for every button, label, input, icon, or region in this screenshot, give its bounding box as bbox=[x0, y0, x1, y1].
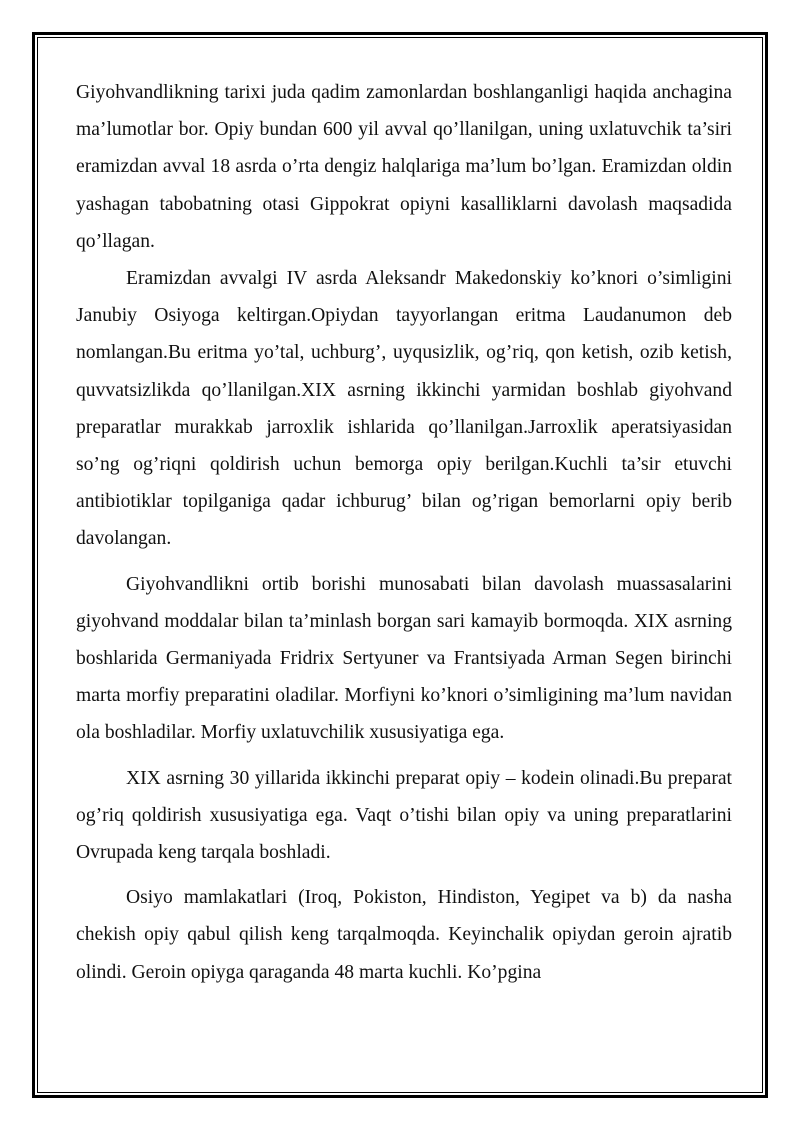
paragraph-codeine: XIX asrning 30 yillarida ikkinchi preparat opiy – kodein olinadi.Bu preparat og’riq qoldirish xususiyatiga ega. Vaqt o’tishi bilan opiy va uning preparatlarini Ovrupada keng tarqala boshladi. bbox=[76, 767, 732, 864]
paragraph-morphine: Giyohvandlikni ortib borishi munosabati bilan davolash muassasalarini giyohvand moddalar bilan ta’minlash borgan sari kamayib bormoqda. XIX asrning boshlarida Germaniyada Fridrix Sertyuner va Frantsiyada Arman Segen birinchi marta morfiy preparatini oladilar. Morfiyni ko’knori o’simligining ma’lum navidan ola boshladilar. Morfiy uxlatuvchilik xususiyatiga ega. bbox=[76, 573, 732, 744]
document-body bbox=[76, 74, 732, 991]
paragraph-history-intro: Giyohvandlikning tarixi juda qadim zamonlardan boshlanganligi haqida anchagina ma’lumotlar bor. Opiy bundan 600 yil avval qo’llanilgan, uning uxlatuvchik ta’siri eramizdan avval 18 asrda o’rta dengiz halqlariga ma’lum bo’lgan. Eramizdan oldin yashagan tabobatning otasi Gippokrat opiyni kasalliklarni davolash maqsadida qo’llagan. bbox=[76, 82, 732, 252]
paragraph-asia: Osiyo mamlakatlari (Iroq, Pokiston, Hindiston, Yegipet va b) da nasha chekish opiy qabul qilish keng tarqalmoqda. Keyinchalik opiydan geroin ajratib olindi. Geroin opiyga qaraganda 48 marta kuchli. Ko’pgina bbox=[76, 887, 732, 983]
paragraph-alexander: Eramizdan avvalgi IV asrda Aleksandr Makedonskiy ko’knori o’simligini Janubiy Osiyoga keltirgan.Opiydan tayyorlangan eritma Laudanumon deb nomlangan.Bu eritma yo’tal, uchburg’, uyqusizlik, og’riq, qon ketish, ozib ketish, quvvatsizlikda qo’llanilgan.XIX asrning ikkinchi yarmidan boshlab giyohvand preparatlar murakkab jarroxlik ishlarida qo’llanilgan.Jarroxlik aperatsiyasidan so’ng og’riqni qoldirish uchun bemorga opiy berilgan.Kuchli ta’sir etuvchi antibiotiklar topilganiga qadar ichburug’ bilan og’rigan bemorlarni opiy berib davolangan. bbox=[76, 268, 732, 550]
